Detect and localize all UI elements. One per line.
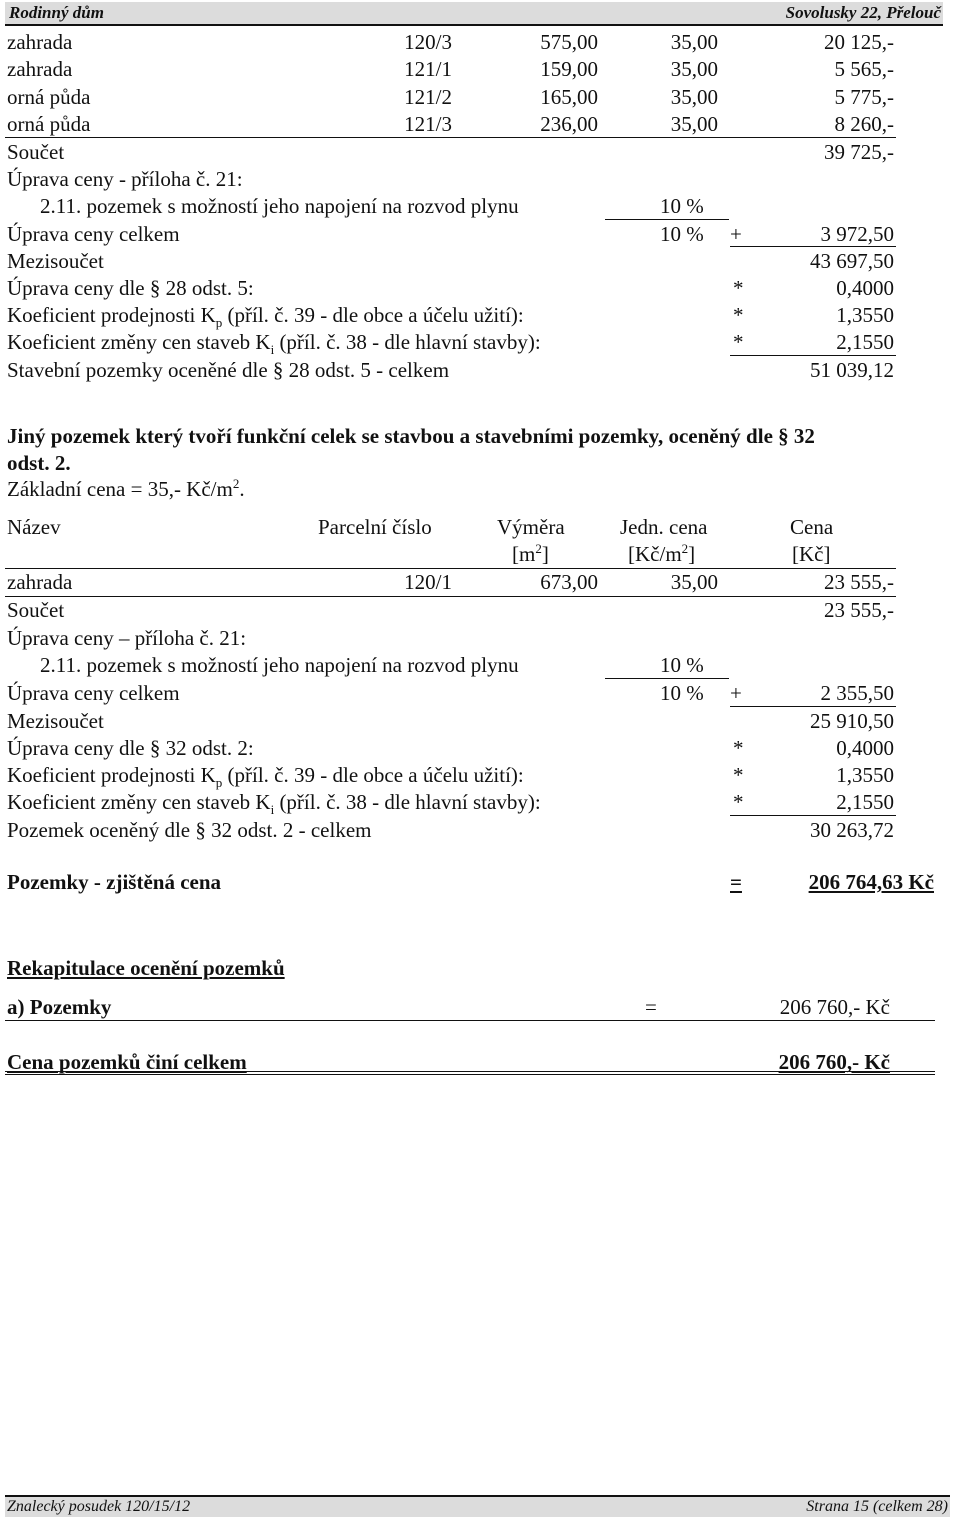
coefficient-value: 1,3550 <box>836 303 894 327</box>
divider <box>730 815 896 816</box>
row-unit-price: 35,00 <box>670 30 718 54</box>
adjustment-total-value: 2 355,50 <box>820 681 894 705</box>
recap-item-value: 206 760,- Kč <box>779 995 890 1019</box>
column-header-unit-price-unit <box>628 542 695 566</box>
row-name: zahrada <box>7 30 73 54</box>
subtotal-label: Mezisoučet <box>7 249 104 273</box>
label-part: Koeficient prodejnosti K <box>7 763 216 787</box>
label-part: (příl. č. 39 - dle obce a účelu užití): <box>222 763 524 787</box>
row-area: 165,00 <box>540 85 598 109</box>
total-label: Stavební pozemky oceněné dle § 28 odst. 5 - celkem <box>7 358 450 382</box>
divider <box>5 1071 935 1072</box>
coefficient-label: Úprava ceny dle § 28 odst. 5: <box>7 276 254 300</box>
row-price: 20 125,- <box>824 30 894 54</box>
label-part: (příl. č. 39 - dle obce a účelu užití): <box>222 303 524 327</box>
coefficient-label <box>7 330 541 358</box>
row-unit-price: 35,00 <box>670 57 718 81</box>
adjustment-total-percent: 10 % <box>660 681 704 705</box>
divider <box>5 568 896 569</box>
text-part: . <box>239 477 245 501</box>
text-part: ] <box>688 542 696 566</box>
column-header-unit-price: Jedn. cena <box>620 515 708 539</box>
coefficient-value: 1,3550 <box>836 763 894 787</box>
column-header-price-unit: [Kč] <box>792 542 831 566</box>
row-price: 5 775,- <box>834 85 894 109</box>
row-parcel: 121/2 <box>404 85 452 109</box>
result-value: 206 764,63 Kč <box>808 870 934 894</box>
footer-left: Znalecký posudek 120/15/12 <box>7 1498 191 1515</box>
row-area: 673,00 <box>540 570 598 594</box>
coefficient-label <box>7 790 541 818</box>
divider <box>605 219 729 220</box>
column-header-price: Cena <box>790 515 834 539</box>
text-part: [Kč/m <box>628 542 682 566</box>
column-header-name: Název <box>7 515 61 539</box>
sum-label: Součet <box>7 140 65 164</box>
header-right: Sovolusky 22, Přelouč <box>785 3 941 22</box>
recap-heading: Rekapitulace ocenění pozemků <box>7 956 285 980</box>
sum-value: 39 725,- <box>824 140 894 164</box>
adjustment-total-value: 3 972,50 <box>820 222 894 246</box>
adjustment-total-label: Úprava ceny celkem <box>7 681 180 705</box>
result-label: Pozemky - zjištěná cena <box>7 870 222 894</box>
coefficient-label <box>7 303 524 331</box>
row-area: 236,00 <box>540 112 598 136</box>
total-label: Pozemek oceněný dle § 32 odst. 2 - celkem <box>7 818 372 842</box>
row-price: 5 565,- <box>834 57 894 81</box>
row-name: orná půda <box>7 112 91 136</box>
adjustment-item-percent: 10 % <box>660 194 704 218</box>
label-part: (příl. č. 38 - dle hlavní stavby): <box>274 330 541 354</box>
row-unit-price: 35,00 <box>670 85 718 109</box>
divider <box>730 246 896 247</box>
sum-value: 23 555,- <box>824 598 894 622</box>
adjustment-total-percent: 10 % <box>660 222 704 246</box>
subtotal-label: Mezisoučet <box>7 709 104 733</box>
row-unit-price: 35,00 <box>670 570 718 594</box>
row-price: 8 260,- <box>834 112 894 136</box>
superscript: 2 <box>232 476 240 491</box>
coefficient-label: Úprava ceny dle § 32 odst. 2: <box>7 736 254 760</box>
divider <box>5 137 896 138</box>
coefficient-value: 0,4000 <box>836 276 894 300</box>
text-part: [m <box>512 542 536 566</box>
label-part: (příl. č. 38 - dle hlavní stavby): <box>274 790 541 814</box>
row-name: zahrada <box>7 57 73 81</box>
subscript: p <box>215 775 223 791</box>
row-area: 159,00 <box>540 57 598 81</box>
operator: * <box>733 303 744 327</box>
row-parcel: 121/1 <box>404 57 452 81</box>
row-name: zahrada <box>7 570 73 594</box>
adjustment-label: Úprava ceny - příloha č. 21: <box>7 167 243 191</box>
total-value: 30 263,72 <box>810 818 894 842</box>
text-part: Základní cena = 35,- Kč/m <box>7 477 233 501</box>
row-parcel: 120/1 <box>404 570 452 594</box>
divider <box>730 355 896 356</box>
recap-item-label: a) Pozemky <box>7 995 112 1019</box>
divider <box>5 596 896 597</box>
operator: * <box>733 763 744 787</box>
text-part: ] <box>541 542 549 566</box>
subtotal-value: 25 910,50 <box>810 709 894 733</box>
label-part: Koeficient změny cen staveb K <box>7 790 271 814</box>
operator: + <box>730 222 742 246</box>
row-area: 575,00 <box>540 30 598 54</box>
divider <box>5 1074 935 1075</box>
page-footer <box>5 1495 950 1517</box>
column-header-parcel: Parcelní číslo <box>318 515 432 539</box>
result-operator: = <box>730 870 742 894</box>
label-part: Koeficient změny cen staveb K <box>7 330 271 354</box>
page-header <box>5 2 943 26</box>
adjustment-total-label: Úprava ceny celkem <box>7 222 180 246</box>
recap-total-value: 206 760,- Kč <box>778 1050 890 1074</box>
operator: * <box>733 790 744 814</box>
row-parcel: 120/3 <box>404 30 452 54</box>
coefficient-value: 2,1550 <box>836 330 894 354</box>
row-price: 23 555,- <box>824 570 894 594</box>
column-header-area: Výměra <box>497 515 565 539</box>
divider <box>605 678 729 679</box>
subtotal-value: 43 697,50 <box>810 249 894 273</box>
operator: * <box>733 330 744 354</box>
divider <box>730 706 896 707</box>
row-name: orná půda <box>7 85 91 109</box>
superscript: 2 <box>535 541 542 556</box>
recap-item-operator: = <box>645 995 657 1019</box>
section-heading: Jiný pozemek který tvoří funkční celek se stavbou a stavebními pozemky, oceněný dle § 32 <box>7 424 815 448</box>
coefficient-label <box>7 763 524 791</box>
operator: * <box>733 276 744 300</box>
divider <box>5 1020 935 1021</box>
adjustment-item: 2.11. pozemek s možností jeho napojení na rozvod plynu <box>40 653 519 677</box>
operator: * <box>733 736 744 760</box>
subscript: i <box>270 342 275 358</box>
sum-label: Součet <box>7 598 65 622</box>
row-unit-price: 35,00 <box>670 112 718 136</box>
adjustment-label: Úprava ceny – příloha č. 21: <box>7 626 247 650</box>
row-parcel: 121/3 <box>404 112 452 136</box>
column-header-area-unit <box>512 542 549 566</box>
coefficient-value: 2,1550 <box>836 790 894 814</box>
header-left: Rodinný dům <box>9 3 104 22</box>
coefficient-value: 0,4000 <box>836 736 894 760</box>
adjustment-item: 2.11. pozemek s možností jeho napojení na rozvod plynu <box>40 194 519 218</box>
operator: + <box>730 681 742 705</box>
recap-total-label: Cena pozemků činí celkem <box>7 1050 247 1074</box>
adjustment-item-percent: 10 % <box>660 653 704 677</box>
label-part: Koeficient prodejnosti K <box>7 303 216 327</box>
base-price <box>7 477 245 501</box>
section-heading-cont: odst. 2. <box>7 451 71 475</box>
superscript: 2 <box>681 541 689 556</box>
footer-right: Strana 15 (celkem 28) <box>806 1498 948 1515</box>
subscript: i <box>270 802 275 818</box>
total-value: 51 039,12 <box>810 358 894 382</box>
subscript: p <box>215 315 223 331</box>
